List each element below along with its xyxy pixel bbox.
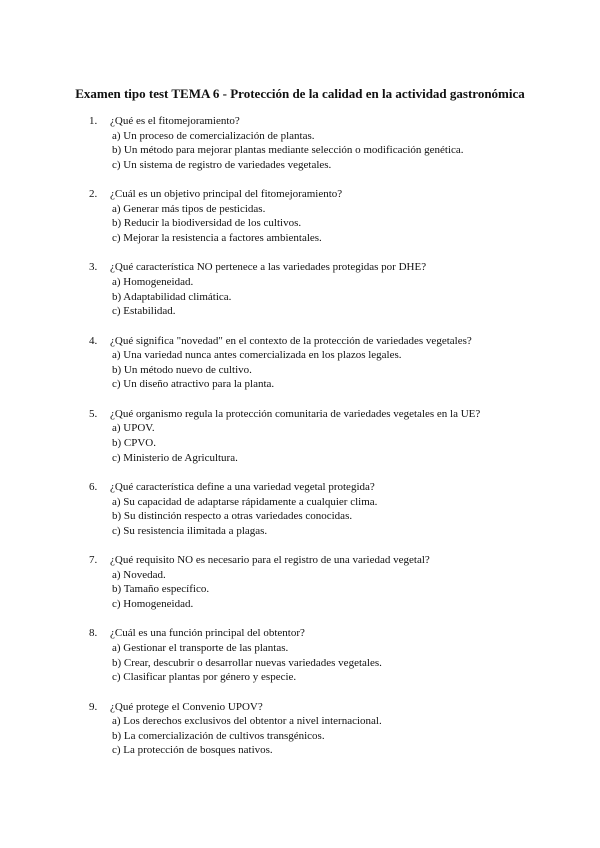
option-b: b) La comercialización de cultivos transgénicos. — [112, 729, 325, 742]
option-a: a) UPOV. — [112, 422, 155, 435]
question-number: 6. — [89, 480, 98, 493]
option-b: b) Un método para mejorar plantas mediante selección o modificación genética. — [112, 144, 464, 157]
option-c: c) Homogeneidad. — [112, 597, 194, 610]
question-7 — [0, 553, 600, 626]
option-c: c) Su resistencia ilimitada a plagas. — [112, 524, 268, 537]
option-c: c) La protección de bosques nativos. — [112, 744, 273, 757]
question-text: ¿Qué significa "novedad" en el contexto de la protección de variedades vegetales? — [110, 334, 472, 347]
question-4 — [0, 334, 600, 407]
option-b: b) Un método nuevo de cultivo. — [112, 363, 252, 376]
option-b: b) Adaptabilidad climática. — [112, 290, 232, 303]
question-5 — [0, 407, 600, 480]
option-a: a) Homogeneidad. — [112, 275, 194, 288]
question-number: 8. — [89, 627, 98, 640]
exam-title: Examen tipo test TEMA 6 - Protección de la calidad en la actividad gastronómica — [75, 86, 525, 101]
option-b: b) Tamaño específico. — [112, 583, 210, 596]
question-text: ¿Qué característica NO pertenece a las variedades protegidas por DHE? — [110, 261, 427, 274]
option-c: c) Clasificar plantas por género y especie. — [112, 671, 297, 684]
question-2 — [0, 187, 600, 260]
option-b: b) Crear, descubrir o desarrollar nuevas variedades vegetales. — [112, 656, 382, 669]
option-b: b) Reducir la biodiversidad de los cultivos. — [112, 217, 302, 230]
question-text: ¿Cuál es un objetivo principal del fitomejoramiento? — [110, 188, 343, 201]
option-b: b) CPVO. — [112, 436, 157, 449]
question-3 — [0, 260, 600, 333]
question-text: ¿Cuál es una función principal del obtentor? — [110, 627, 305, 640]
question-number: 5. — [89, 407, 98, 420]
question-text: ¿Qué es el fitomejoramiento? — [110, 115, 240, 127]
question-text: ¿Qué protege el Convenio UPOV? — [110, 700, 263, 713]
question-list — [0, 114, 600, 773]
option-c: c) Mejorar la resistencia a factores ambientales. — [112, 231, 322, 244]
option-b: b) Su distinción respecto a otras variedades conocidas. — [112, 510, 353, 523]
option-a: a) Su capacidad de adaptarse rápidamente a cualquier clima. — [112, 495, 378, 508]
option-a: a) Novedad. — [112, 568, 166, 581]
question-text: ¿Qué organismo regula la protección comunitaria de variedades vegetales en la UE? — [110, 407, 481, 420]
option-a: a) Los derechos exclusivos del obtentor a nivel internacional. — [112, 715, 382, 728]
question-8 — [0, 626, 600, 699]
option-a: a) Un proceso de comercialización de plantas. — [112, 129, 315, 142]
option-a: a) Gestionar el transporte de las plantas. — [112, 641, 289, 654]
question-number: 3. — [89, 261, 98, 274]
option-a: a) Una variedad nunca antes comercializada en los plazos legales. — [112, 349, 402, 362]
question-number: 1. — [89, 115, 98, 127]
question-text: ¿Qué requisito NO es necesario para el registro de una variedad vegetal? — [110, 554, 430, 567]
option-c: c) Ministerio de Agricultura. — [112, 451, 238, 464]
question-number: 4. — [89, 334, 98, 347]
option-c: c) Un diseño atractivo para la planta. — [112, 378, 275, 391]
question-9 — [0, 700, 600, 773]
question-number: 2. — [89, 188, 98, 201]
question-number: 7. — [89, 554, 98, 567]
option-c: c) Estabilidad. — [112, 305, 176, 318]
question-text: ¿Qué característica define a una variedad vegetal protegida? — [110, 480, 375, 493]
option-c: c) Un sistema de registro de variedades vegetales. — [112, 158, 332, 171]
question-number: 9. — [89, 700, 98, 713]
option-a: a) Generar más tipos de pesticidas. — [112, 202, 266, 215]
question-1 — [0, 114, 600, 187]
question-6 — [0, 480, 600, 553]
